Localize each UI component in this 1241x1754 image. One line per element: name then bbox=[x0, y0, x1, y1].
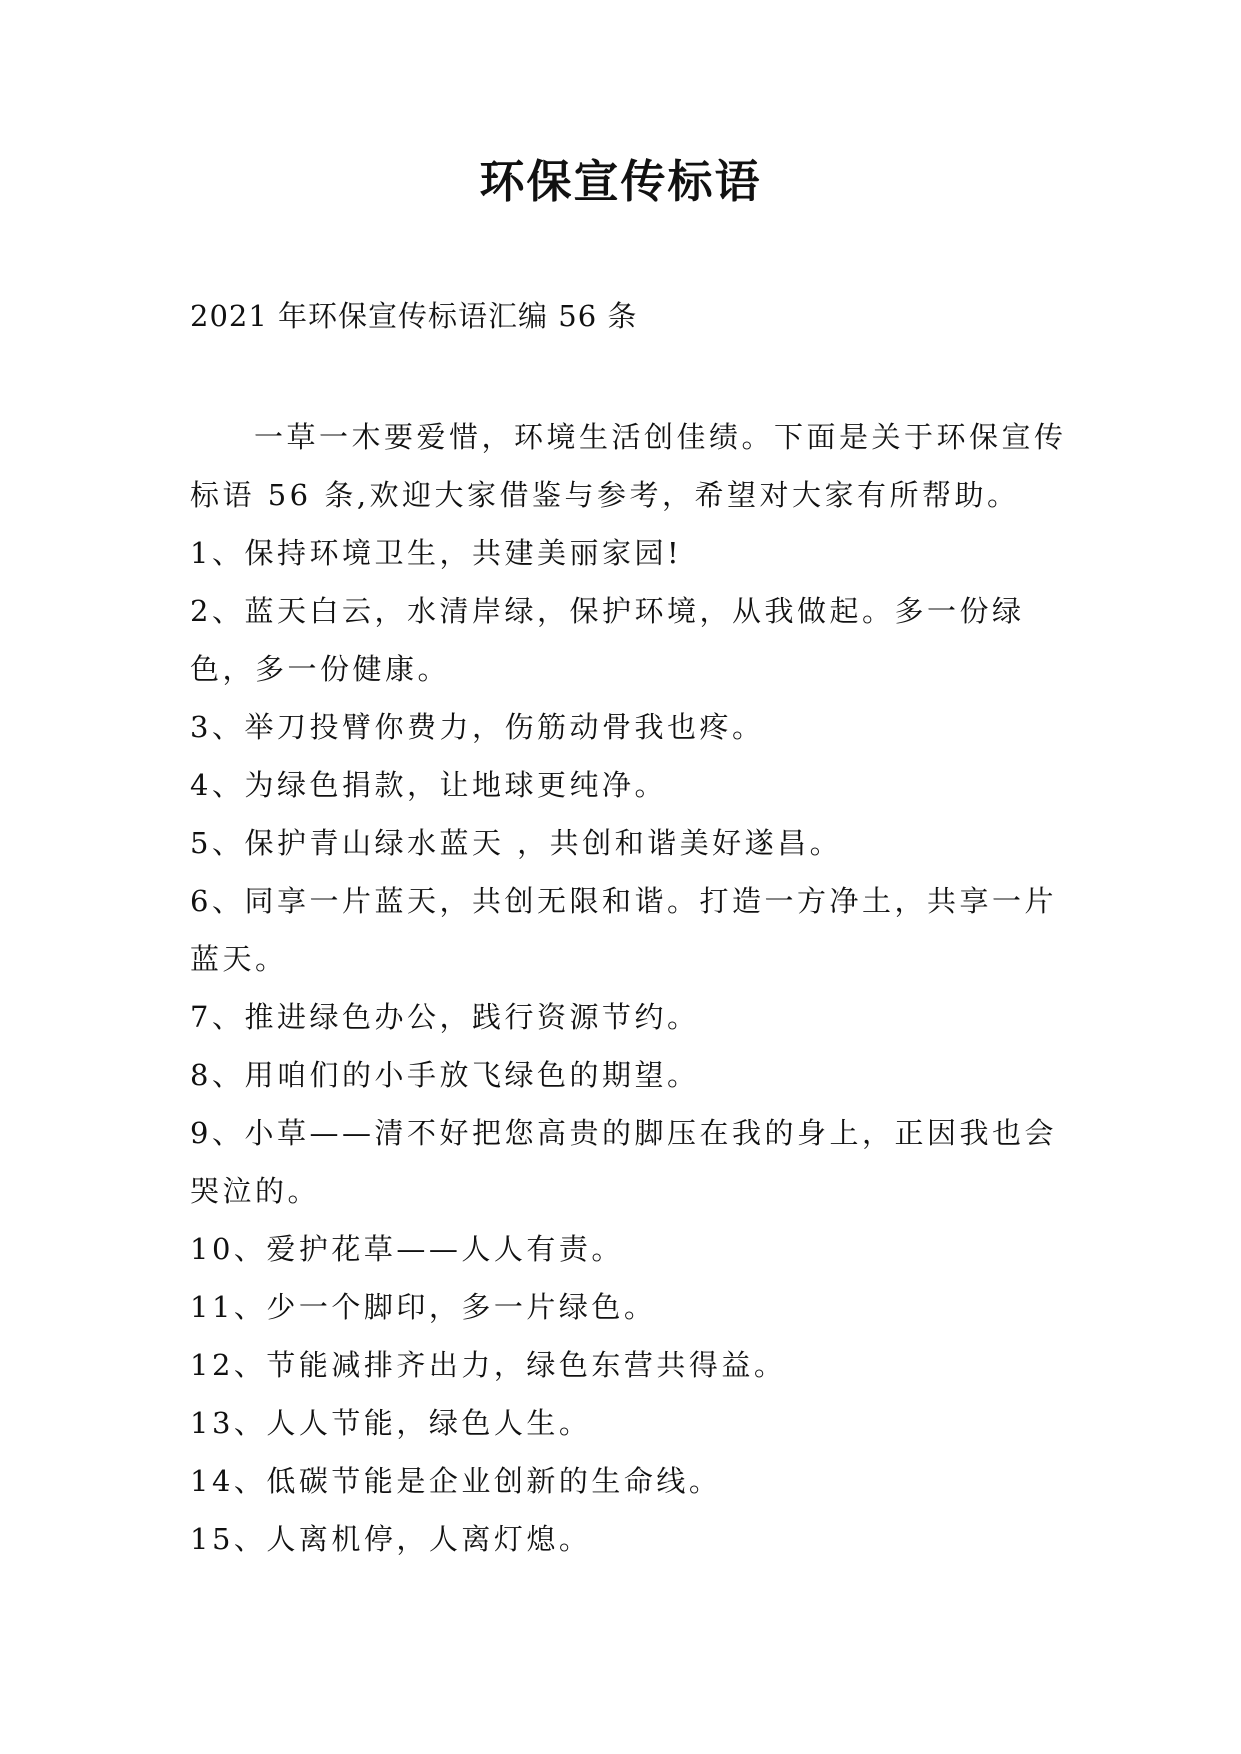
slogan-item: 4、为绿色捐款，让地球更纯净。 bbox=[190, 768, 667, 802]
slogan-list bbox=[190, 524, 1080, 1568]
slogan-item: 3、举刀投臂你费力，伤筋动骨我也疼。 bbox=[190, 710, 765, 744]
slogan-item: 10、爱护花草——人人有责。 bbox=[190, 1232, 624, 1266]
intro-paragraph: 一草一木要爱惜，环境生活创佳绩。下面是关于环保宣传标语 56 条,欢迎大家借鉴与参考，希望对大家有所帮助。 bbox=[190, 420, 1067, 512]
document-subtitle: 2021 年环保宣传标语汇编 56 条 bbox=[190, 299, 638, 333]
slogan-item: 14、低碳节能是企业创新的生命线。 bbox=[190, 1464, 722, 1498]
slogan-item: 9、小草——清不好把您高贵的脚压在我的身上，正因我也会哭泣的。 bbox=[190, 1116, 1057, 1208]
slogan-item: 1、保持环境卫生，共建美丽家园! bbox=[190, 536, 683, 570]
slogan-item: 2、蓝天白云，水清岸绿，保护环境，从我做起。多一份绿色，多一份健康。 bbox=[190, 594, 1025, 686]
slogan-item: 6、同享一片蓝天，共创无限和谐。打造一方净土，共享一片蓝天。 bbox=[190, 884, 1057, 976]
slogan-item: 8、用咱们的小手放飞绿色的期望。 bbox=[190, 1058, 700, 1092]
document-title: 环保宣传标语 bbox=[479, 155, 762, 208]
slogan-item: 5、保护青山绿水蓝天 ，共创和谐美好遂昌。 bbox=[190, 826, 843, 860]
slogan-item: 15、人离机停，人离灯熄。 bbox=[190, 1522, 592, 1556]
slogan-item: 11、少一个脚印，多一片绿色。 bbox=[190, 1290, 657, 1324]
document-body bbox=[190, 408, 1080, 1568]
slogan-item: 7、推进绿色办公，践行资源节约。 bbox=[190, 1000, 700, 1034]
slogan-item: 12、节能减排齐出力，绿色东营共得益。 bbox=[190, 1348, 787, 1382]
slogan-item: 13、人人节能，绿色人生。 bbox=[190, 1406, 592, 1440]
